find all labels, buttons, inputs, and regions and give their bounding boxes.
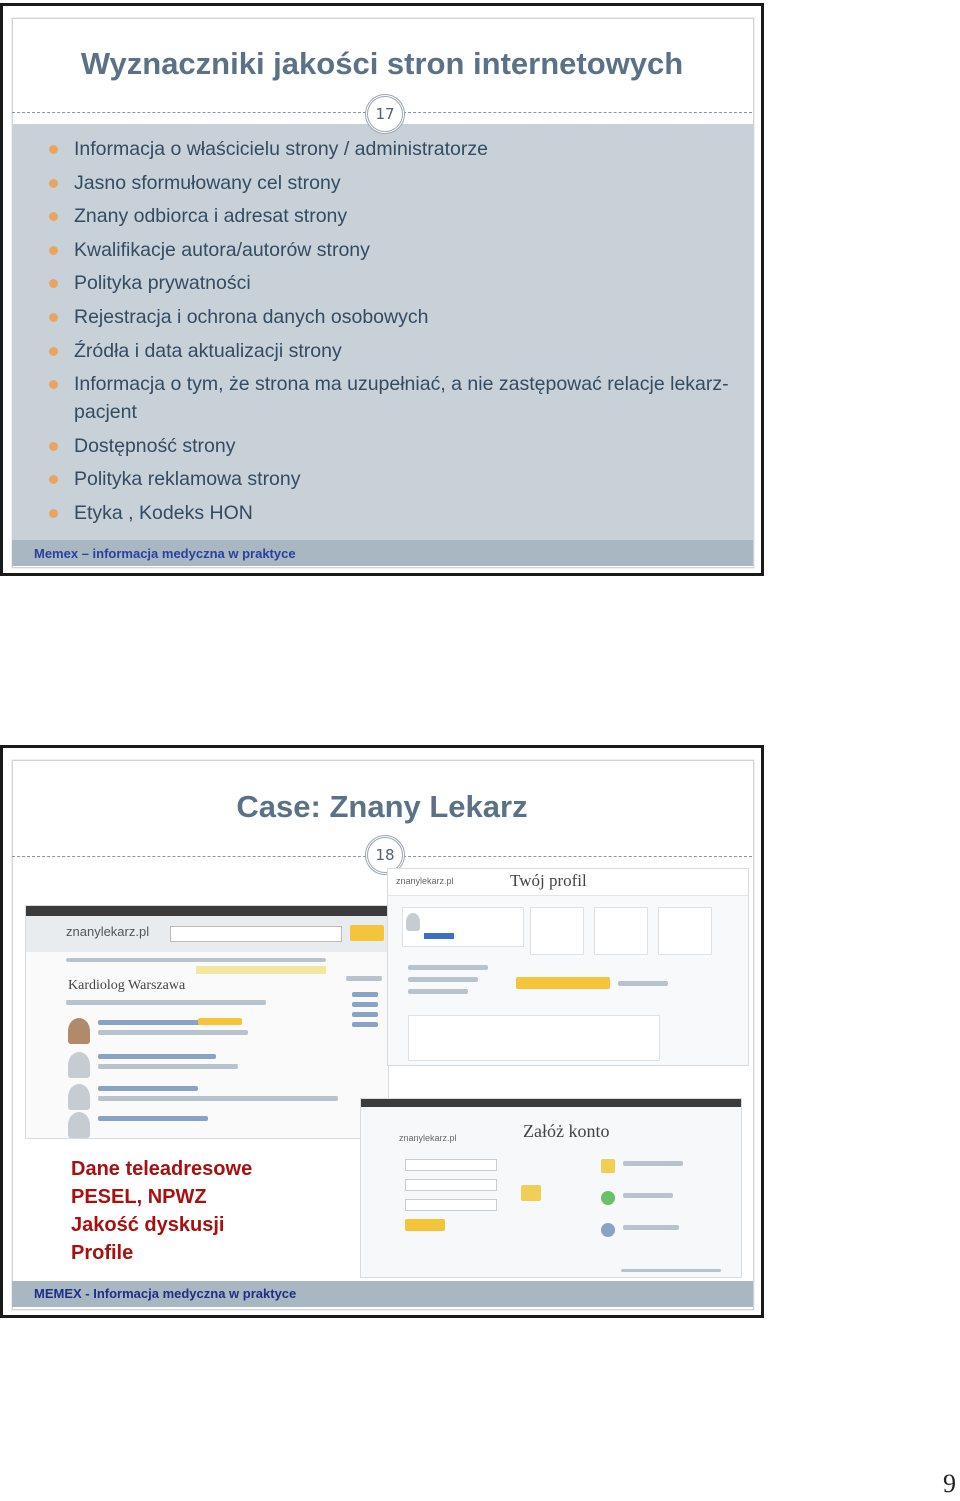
list-item: PESEL, NPWZ [71,1186,207,1208]
badge [424,933,454,939]
case-issues-list [71,1155,252,1267]
result-line [98,1086,198,1091]
profile-screenshot [387,868,749,1066]
footer-links [621,1269,721,1272]
registration-screenshot [360,1098,742,1278]
info-line [618,981,668,986]
list-item: Etyka , Kodeks HON [47,499,737,527]
slide-number-badge: 18 [365,835,405,875]
check-icon [601,1191,615,1205]
avatar [406,913,420,931]
result-line [98,1054,216,1059]
sidebar-line [346,976,382,981]
submit-button [405,1219,445,1231]
sidebar-line [352,1022,378,1027]
filter-row [66,1000,266,1005]
avatar [68,1084,90,1110]
search-field [170,926,342,942]
feature-line [623,1225,679,1230]
search-button [350,925,384,941]
avatar [68,1112,90,1138]
sidebar-line [352,1012,378,1017]
feature-line [623,1193,673,1198]
feature-line [623,1161,683,1166]
register-heading: Załóż konto [523,1121,610,1141]
page-number: 9 [943,1469,956,1498]
feature-icon [601,1159,615,1173]
avatar [68,1052,90,1078]
promo-bar [196,966,326,974]
slide-18-footer: MEMEX - Informacja medyczna w praktyce [34,1286,297,1301]
list-item: Polityka prywatności [47,269,737,297]
info-line [408,989,468,994]
slide-18 [0,745,764,1318]
info-line [408,977,478,982]
result-line [98,1096,338,1101]
list-item: Polityka reklamowa strony [47,465,737,493]
form-field [405,1159,497,1171]
stat-card [594,907,648,955]
result-line [98,1030,248,1035]
list-item: Rejestracja i ochrona danych osobowych [47,303,737,331]
slide-17-footer: Memex – informacja medyczna w praktyce [34,546,296,561]
form-field [405,1199,497,1211]
list-item: Dostępność strony [47,432,737,460]
slide-17 [0,3,764,576]
search-results-screenshot [25,905,389,1139]
stat-card [530,907,584,955]
stat-card [658,907,712,955]
list-item: Informacja o właścicielu strony / administratorze [47,135,737,163]
list-item: Znany odbiorca i adresat strony [47,202,737,230]
slide-17-title: Wyznaczniki jakości stron internetowych [80,46,684,81]
info-line [408,965,488,970]
list-item: Dane teleadresowe [71,1158,253,1180]
reviews-box [408,1015,660,1061]
breadcrumb [66,958,326,962]
site-logo: znanylekarz.pl [399,1133,457,1143]
form-field [405,1179,497,1191]
action-button [516,977,610,989]
slide-18-title: Case: Znany Lekarz [236,789,528,824]
list-item: Jasno sformułowany cel strony [47,169,737,197]
sidebar-line [352,1002,378,1007]
user-card [402,907,524,947]
list-item: Informacja o tym, że strona ma uzupełniać, a nie zastępować relacje lekarz-pacjent [47,370,737,426]
browser-toolbar [26,906,388,916]
list-item: Jakość dyskusji [71,1214,225,1236]
slide-number-badge: 17 [365,94,405,134]
list-item: Źródła i data aktualizacji strony [47,337,737,365]
sidebar-line [352,992,378,997]
profile-heading: Twój profil [510,871,587,890]
list-item: Kwalifikacje autora/autorów strony [47,236,737,264]
site-logo: znanylekarz.pl [396,876,454,886]
person-icon [601,1223,615,1237]
site-logo: znanylekarz.pl [66,924,150,939]
stars-badge [198,1018,242,1025]
browser-toolbar [361,1099,741,1107]
avatar [68,1018,90,1044]
lock-icon [521,1185,541,1201]
search-heading: Kardiolog Warszawa [68,978,186,993]
result-line [98,1064,238,1069]
quality-criteria-list [47,135,737,533]
list-item: Profile [71,1242,134,1264]
result-line [98,1116,208,1121]
